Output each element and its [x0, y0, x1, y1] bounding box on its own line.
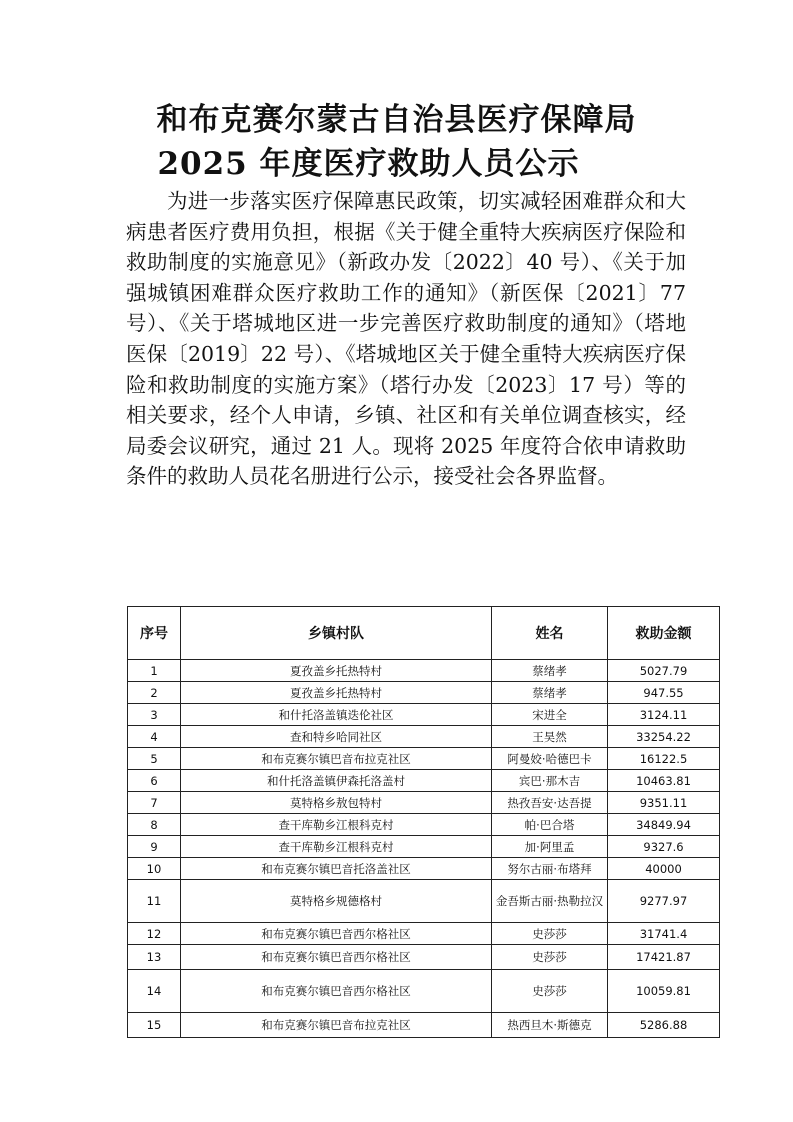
- cell-village: 和布克赛尔镇巴音布拉克社区: [181, 748, 492, 770]
- header-village: 乡镇村队: [181, 607, 492, 660]
- cell-name: 王昊然: [492, 726, 608, 748]
- cell-index: 2: [128, 682, 181, 704]
- intro-paragraph: 为进一步落实医疗保障惠民政策，切实减轻困难群众和大病患者医疗费用负担，根据《关于健全重特大疾病医疗保险和救助制度的实施意见》（新政办发〔2022〕40 号）、《关于加强城镇困难群众医疗救助工作的通知》（新医保〔2021〕77 号）、《关于塔城地区进一步完善医疗救助制度的通知》（塔地医保〔2019〕22 号）、《塔城地区关于健全重特大疾病医疗保险和救助制度的实施方案》（塔行办发〔2023〕17 号）等的相关要求，经个人申请，乡镇、社区和有关单位调查核实，经局委会议研究，通过 21 人。现将 2025 年度符合依申请救助条件的救助人员花名册进行公示，接受社会各界监督。: [126, 189, 686, 489]
- cell-index: 12: [128, 923, 181, 945]
- cell-amount: 17421.87: [608, 945, 720, 970]
- cell-village: 和什托洛盖镇迭伦社区: [181, 704, 492, 726]
- cell-village: 莫特格乡规德格村: [181, 880, 492, 923]
- cell-index: 1: [128, 660, 181, 682]
- cell-village: 和布克赛尔镇巴音托洛盖社区: [181, 858, 492, 880]
- table-row: [128, 1013, 720, 1038]
- cell-index: 7: [128, 792, 181, 814]
- cell-index: 15: [128, 1013, 181, 1038]
- cell-name: 史莎莎: [492, 970, 608, 1013]
- cell-village: 和布克赛尔镇巴音西尔格社区: [181, 970, 492, 1013]
- cell-village: 查干库勒乡江根科克村: [181, 814, 492, 836]
- cell-name: 史莎莎: [492, 945, 608, 970]
- table-row: [128, 682, 720, 704]
- cell-index: 6: [128, 770, 181, 792]
- cell-name: 阿曼姣·哈德巴卡: [492, 748, 608, 770]
- cell-amount: 9277.97: [608, 880, 720, 923]
- cell-name: 热孜吾安·达吾提: [492, 792, 608, 814]
- cell-name: 宋进全: [492, 704, 608, 726]
- cell-amount: 9351.11: [608, 792, 720, 814]
- table-row: [128, 945, 720, 970]
- cell-index: 10: [128, 858, 181, 880]
- cell-amount: 5286.88: [608, 1013, 720, 1038]
- cell-amount: 31741.4: [608, 923, 720, 945]
- cell-amount: 10463.81: [608, 770, 720, 792]
- cell-index: 14: [128, 970, 181, 1013]
- cell-amount: 10059.81: [608, 970, 720, 1013]
- table-header-row: [128, 607, 720, 660]
- cell-amount: 3124.11: [608, 704, 720, 726]
- table-row: [128, 726, 720, 748]
- cell-village: 和布克赛尔镇巴音西尔格社区: [181, 945, 492, 970]
- cell-village: 夏孜盖乡托热特村: [181, 660, 492, 682]
- table-row: [128, 858, 720, 880]
- cell-amount: 40000: [608, 858, 720, 880]
- cell-village: 和布克赛尔镇巴音布拉克社区: [181, 1013, 492, 1038]
- cell-index: 8: [128, 814, 181, 836]
- cell-index: 4: [128, 726, 181, 748]
- relief-recipients-table: [127, 606, 720, 1038]
- table-row: [128, 660, 720, 682]
- cell-village: 夏孜盖乡托热特村: [181, 682, 492, 704]
- cell-village: 查和特乡哈同社区: [181, 726, 492, 748]
- table-row: [128, 704, 720, 726]
- cell-name: 史莎莎: [492, 923, 608, 945]
- cell-name: 蔡绪孝: [492, 682, 608, 704]
- cell-amount: 34849.94: [608, 814, 720, 836]
- cell-name: 宾巴·那木吉: [492, 770, 608, 792]
- table-row: [128, 880, 720, 923]
- cell-name: 加·阿里孟: [492, 836, 608, 858]
- cell-amount: 9327.6: [608, 836, 720, 858]
- cell-name: 金吾斯古丽·热勒拉汉: [492, 880, 608, 923]
- table-row: [128, 770, 720, 792]
- document-title-line2: 2025 年度医疗救助人员公示: [157, 146, 580, 182]
- cell-village: 莫特格乡敖包特村: [181, 792, 492, 814]
- table-row: [128, 748, 720, 770]
- cell-index: 11: [128, 880, 181, 923]
- table-row: [128, 792, 720, 814]
- cell-index: 3: [128, 704, 181, 726]
- cell-name: 蔡绪孝: [492, 660, 608, 682]
- cell-amount: 5027.79: [608, 660, 720, 682]
- cell-index: 5: [128, 748, 181, 770]
- cell-amount: 16122.5: [608, 748, 720, 770]
- header-name: 姓名: [492, 607, 608, 660]
- table-row: [128, 970, 720, 1013]
- cell-name: 帕·巴合塔: [492, 814, 608, 836]
- cell-name: 努尔古丽·布塔拜: [492, 858, 608, 880]
- cell-village: 和布克赛尔镇巴音西尔格社区: [181, 923, 492, 945]
- header-amount: 救助金额: [608, 607, 720, 660]
- cell-village: 查干库勒乡江根科克村: [181, 836, 492, 858]
- cell-amount: 33254.22: [608, 726, 720, 748]
- cell-index: 9: [128, 836, 181, 858]
- table-row: [128, 923, 720, 945]
- table-row: [128, 836, 720, 858]
- header-index: 序号: [128, 607, 181, 660]
- cell-name: 热西旦木·斯德克: [492, 1013, 608, 1038]
- document-title-line1: 和布克赛尔蒙古自治县医疗保障局: [156, 102, 637, 138]
- table-row: [128, 814, 720, 836]
- cell-village: 和什托洛盖镇伊森托洛盖村: [181, 770, 492, 792]
- cell-amount: 947.55: [608, 682, 720, 704]
- cell-index: 13: [128, 945, 181, 970]
